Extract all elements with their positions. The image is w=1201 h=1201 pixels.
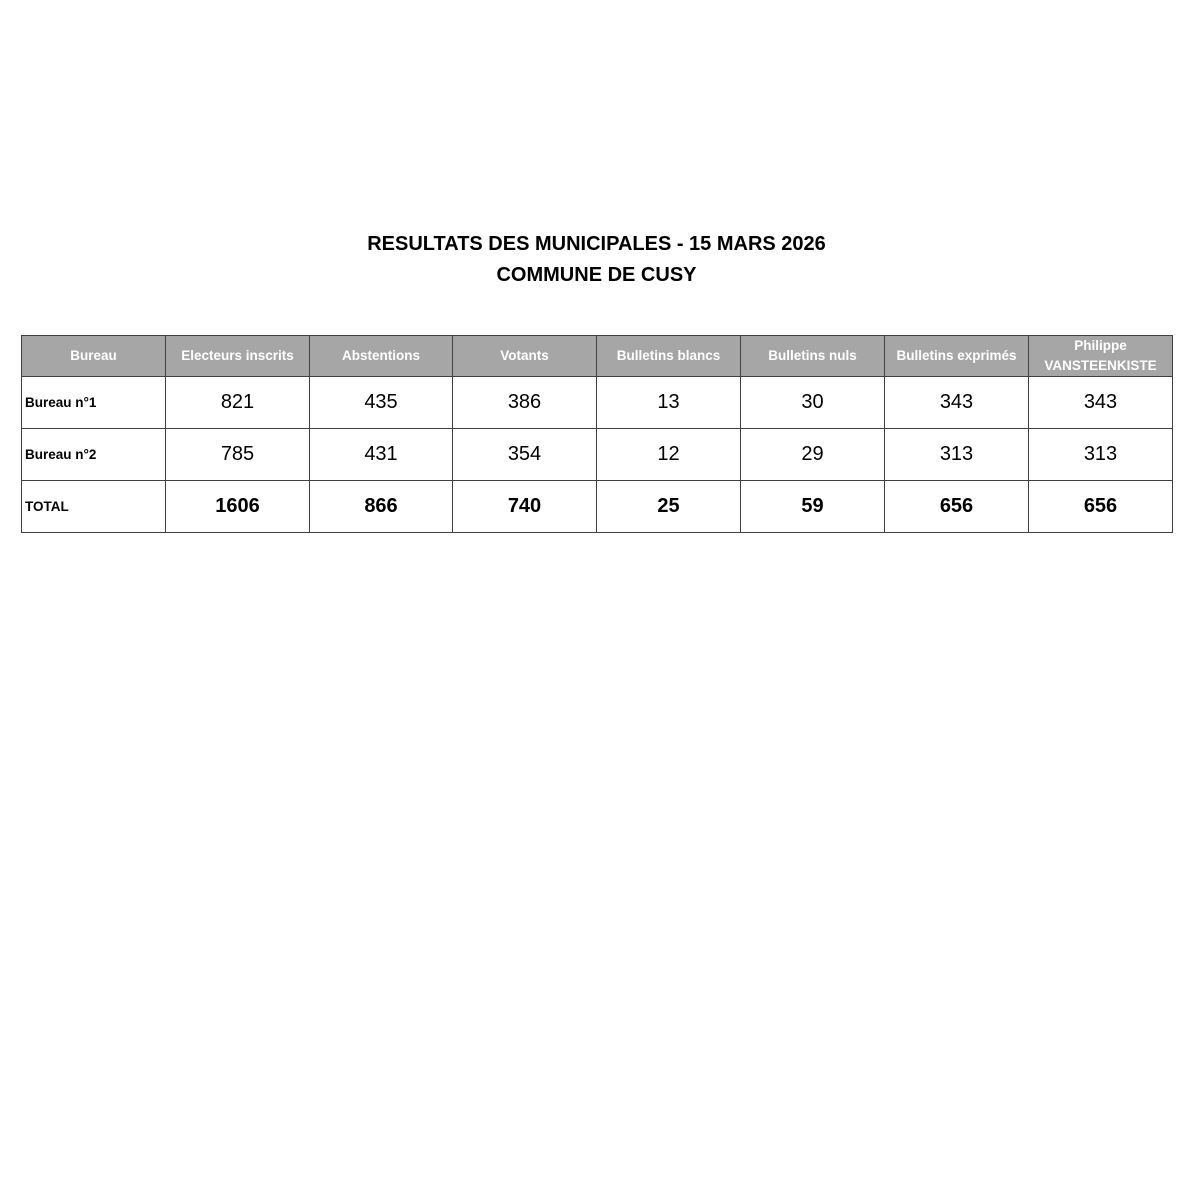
cell-total-votants: 740 — [453, 481, 597, 533]
document-title — [0, 229, 1193, 291]
header-inscrits: Electeurs inscrits — [166, 336, 310, 377]
header-row — [22, 336, 1173, 377]
title-line-2: COMMUNE DE CUSY — [496, 264, 697, 286]
cell-blancs: 12 — [597, 429, 741, 481]
cell-total-blancs: 25 — [597, 481, 741, 533]
header-votants: Votants — [453, 336, 597, 377]
cell-nuls: 30 — [741, 377, 885, 429]
cell-bureau: Bureau n°1 — [22, 377, 166, 429]
header-nuls: Bulletins nuls — [741, 336, 885, 377]
cell-bureau: Bureau n°2 — [22, 429, 166, 481]
cell-inscrits: 821 — [166, 377, 310, 429]
cell-total-label: TOTAL — [22, 481, 166, 533]
cell-nuls: 29 — [741, 429, 885, 481]
cell-total-exprimes: 656 — [885, 481, 1029, 533]
header-exprimes: Bulletins exprimés — [885, 336, 1029, 377]
table-body — [22, 377, 1173, 533]
results-table — [21, 335, 1173, 533]
header-blancs: Bulletins blancs — [597, 336, 741, 377]
header-bureau: Bureau — [22, 336, 166, 377]
title-line-1: RESULTATS DES MUNICIPALES - 15 MARS 2026 — [367, 233, 826, 255]
cell-abstentions: 435 — [310, 377, 453, 429]
cell-inscrits: 785 — [166, 429, 310, 481]
header-abstentions: Abstentions — [310, 336, 453, 377]
cell-total-inscrits: 1606 — [166, 481, 310, 533]
header-candidate — [1029, 336, 1173, 377]
cell-total-abstentions: 866 — [310, 481, 453, 533]
table-row — [22, 429, 1173, 481]
cell-abstentions: 431 — [310, 429, 453, 481]
cell-total-nuls: 59 — [741, 481, 885, 533]
candidate-last-name: VANSTEENKISTE — [1044, 358, 1157, 373]
table-row — [22, 377, 1173, 429]
table-header — [22, 336, 1173, 377]
cell-exprimes: 343 — [885, 377, 1029, 429]
cell-candidate: 343 — [1029, 377, 1173, 429]
cell-votants: 354 — [453, 429, 597, 481]
cell-blancs: 13 — [597, 377, 741, 429]
cell-candidate: 313 — [1029, 429, 1173, 481]
cell-total-candidate: 656 — [1029, 481, 1173, 533]
cell-votants: 386 — [453, 377, 597, 429]
cell-exprimes: 313 — [885, 429, 1029, 481]
total-row — [22, 481, 1173, 533]
candidate-first-name: Philippe — [1074, 338, 1127, 353]
